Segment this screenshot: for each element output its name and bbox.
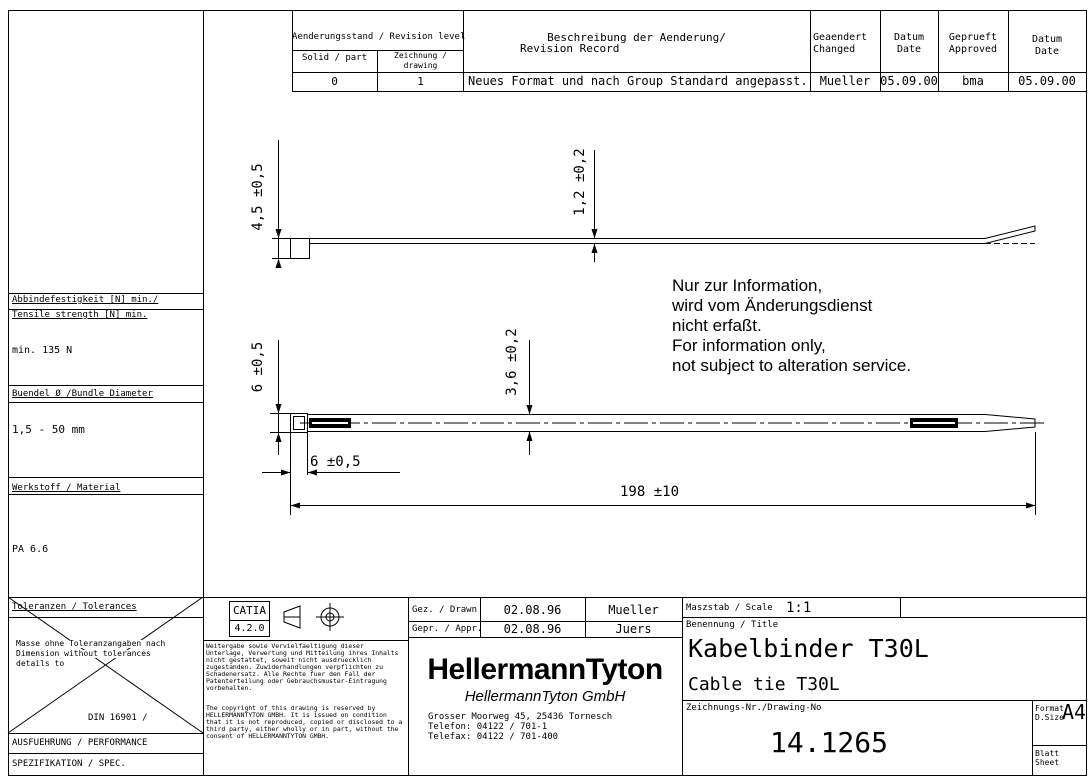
spec-label: SPEZIFIKATION / SPEC. — [12, 759, 126, 769]
company-phone: Telefon: 04122 / 701-1 — [428, 722, 548, 732]
revision-approved-by: bma — [962, 74, 984, 88]
copyright-de: Weitergabe sowie Vervielfaeltigung dieser Unterlage, Verwertung und Mitteilung ihres Inhalts nicht gestattet, soweit nicht ausdruecklich zugestanden. Zuwiderhandlungen verpflichten zu Schadenersatz. Alle Rechte fuer den Fall der Patenterteilung oder Gebrauchsmuster-Eintragung vorbehalten. — [206, 642, 399, 692]
approved-header-de: Geprueft — [948, 32, 998, 43]
dim-overall-length: 198 ±10 — [620, 484, 680, 500]
drawing-header: Zeichnung / drawing — [394, 51, 447, 70]
drawn-label: Gez. / Drawn — [412, 605, 478, 615]
dim-head-length: 6 ±0,5 — [310, 454, 361, 470]
scale-value: 1:1 — [786, 600, 812, 616]
approved-by: Juers — [615, 622, 652, 636]
drawing-title-de: Kabelbinder T30L — [688, 634, 929, 663]
revision-level-header: Aenderungsstand / Revision level — [292, 32, 466, 42]
bundle-diameter-value: 1,5 - 50 mm — [12, 423, 85, 436]
format-label: Format — [1035, 704, 1064, 713]
drawn-date: 02.08.96 — [503, 603, 562, 617]
company-address: Grosser Moorweg 45, 25436 Tornesch — [428, 712, 613, 722]
tolerances-text-2: Dimension without tolerances — [16, 649, 151, 658]
approved-header-en: Approved — [948, 44, 998, 55]
company-logo: HellermannTyton — [427, 653, 663, 686]
date-header-en: Date — [896, 44, 922, 55]
info-note-line: not subject to alteration service. — [672, 356, 912, 375]
tensile-label-en: Tensile strength [N] min. — [12, 310, 148, 320]
date2-header-de: Datum — [1031, 34, 1063, 45]
date2-header-en: Date — [1034, 46, 1060, 57]
revision-drawing-value: 1 — [417, 75, 424, 88]
dim-thickness: 1,2 ±0,2 — [572, 148, 588, 216]
revision-date2: 05.09.00 — [1018, 74, 1076, 88]
approved-date: 02.08.96 — [503, 622, 562, 636]
material-label: Werkstoff / Material — [12, 483, 121, 493]
dim-head-width: 6 ±0,5 — [250, 341, 266, 393]
solid-part-header: Solid / part — [301, 53, 368, 63]
drawing-no-label: Zeichnungs-Nr./Drawing-No — [686, 703, 822, 713]
info-note-line: For information only, — [672, 336, 826, 355]
revision-changed-by: Mueller — [819, 74, 871, 88]
tolerances-label: Toleranzen / Tolerances — [12, 602, 137, 612]
tensile-label-de: Abbindefestigkeit [N] min./ — [12, 295, 159, 305]
performance-label: AUSFUEHRUNG / PERFORMANCE — [12, 738, 148, 748]
changed-header-en: Changed — [813, 44, 856, 55]
tolerances-text-1: Masse ohne Toleranzangaben nach — [16, 639, 166, 648]
revision-solid-value: 0 — [331, 75, 338, 88]
info-note-line: nicht erfaßt. — [672, 316, 762, 335]
sheet-label-de: Blatt — [1035, 749, 1060, 758]
dsize-label: D.Size — [1035, 713, 1064, 722]
date-header-de: Datum — [893, 32, 925, 43]
info-note-line: wird vom Änderungsdienst — [672, 296, 873, 315]
revision-date: 05.09.00 — [880, 74, 938, 88]
dim-head-height: 4,5 ±0,5 — [250, 163, 266, 231]
info-note-line: Nur zur Information, — [672, 276, 823, 295]
title-label: Benennung / Title — [686, 620, 779, 630]
revision-record-header-en: Revision Record — [520, 42, 620, 55]
dim-band-width: 3,6 ±0,2 — [504, 328, 520, 396]
sheet-label-en: Sheet — [1035, 758, 1060, 767]
drawing-title-en: Cable tie T30L — [688, 674, 840, 695]
tensile-value: min. 135 N — [12, 345, 73, 356]
copyright-en: The copyright of this drawing is reserved by HELLERMANNTYTON GMBH. It is issued on condition that it is not reproduced, copied or disclosed to a third party, either wholly or in part, without the consent of HELLERMANNTYTON GMBH. — [206, 704, 403, 740]
revision-record-header-de: Beschreibung der Aenderung/ — [547, 31, 726, 44]
drawing-number: 14.1265 — [770, 726, 889, 759]
din-standard: DIN 16901 / — [88, 713, 148, 723]
bundle-diameter-label: Buendel Ø /Bundle Diameter — [12, 389, 153, 399]
format-value: A4 — [1062, 700, 1087, 724]
changed-header-de: Geaendert — [813, 32, 868, 43]
revision-description: Neues Format und nach Group Standard angepasst. — [468, 74, 808, 88]
tolerances-text-3: details to — [16, 659, 65, 668]
approved-label: Gepr. / Appr. — [412, 624, 483, 634]
company-fax: Telefax: 04122 / 701-400 — [428, 732, 559, 742]
catia-label: CATIA — [232, 604, 267, 617]
info-note — [672, 276, 911, 376]
company-name: HellermannTyton GmbH — [464, 688, 626, 705]
material-value: PA 6.6 — [12, 544, 49, 555]
scale-label: Maszstab / Scale — [686, 603, 773, 613]
drawn-by: Mueller — [608, 603, 659, 617]
catia-version: 4.2.0 — [234, 623, 265, 634]
